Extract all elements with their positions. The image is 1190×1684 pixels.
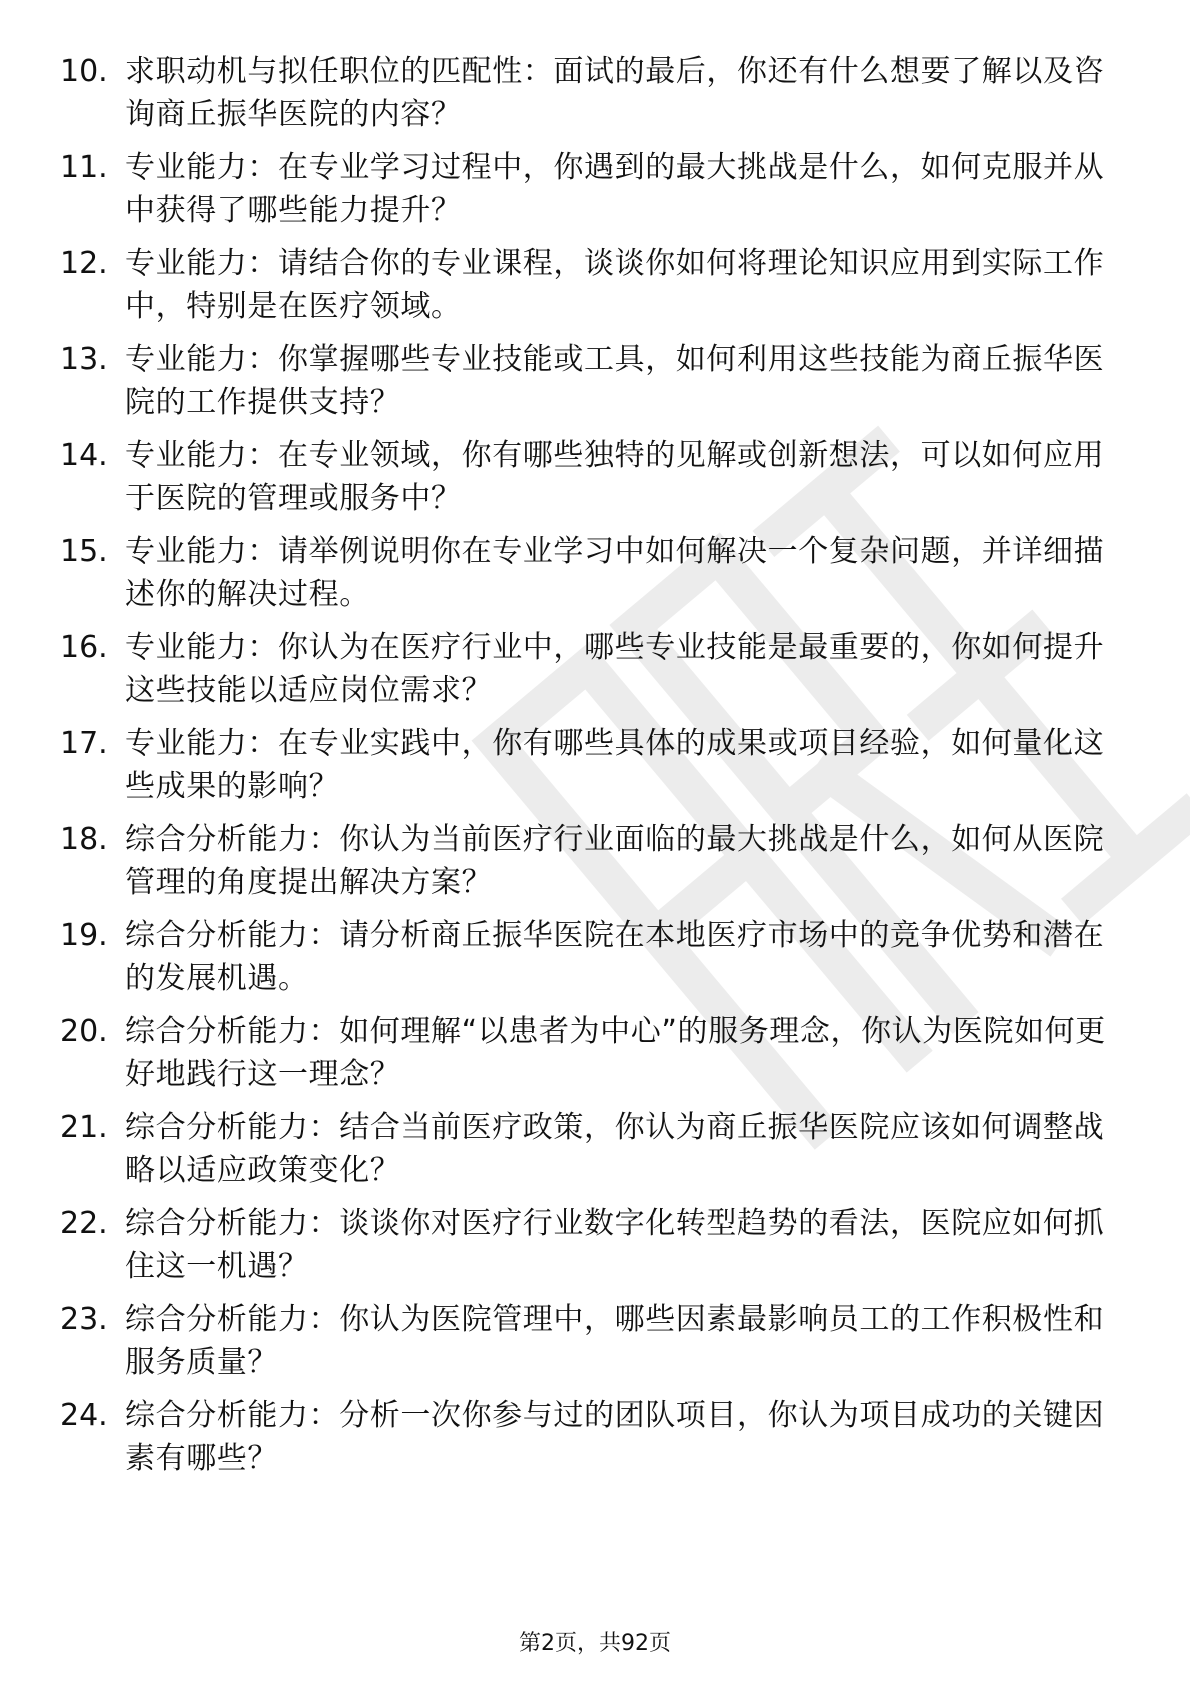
question-text: 综合分析能力：如何理解“以患者为中心”的服务理念，你认为医院如何更好地践行这一理念？ [125, 1014, 1106, 1092]
question-text: 综合分析能力：你认为当前医疗行业面临的最大挑战是什么，如何从医院管理的角度提出解决方案？ [125, 822, 1105, 900]
question-number: 15. [60, 534, 108, 569]
list-item [0, 434, 1190, 524]
list-item [0, 1394, 1190, 1484]
list-item [0, 242, 1190, 332]
question-text: 专业能力：请举例说明你在专业学习中如何解决一个复杂问题，并详细描述你的解决过程。 [125, 534, 1105, 612]
question-text: 综合分析能力：谈谈你对医疗行业数字化转型趋势的看法，医院应如何抓住这一机遇？ [125, 1206, 1105, 1284]
question-text: 综合分析能力：请分析商丘振华医院在本地医疗市场中的竞争优势和潜在的发展机遇。 [125, 918, 1105, 996]
question-number: 19. [60, 918, 108, 953]
question-text: 综合分析能力：你认为医院管理中，哪些因素最影响员工的工作积极性和服务质量？ [125, 1302, 1105, 1380]
list-item [0, 1298, 1190, 1388]
question-text: 求职动机与拟任职位的匹配性：面试的最后，你还有什么想要了解以及咨询商丘振华医院的内容？ [125, 54, 1105, 132]
question-number: 14. [60, 438, 108, 473]
question-text: 专业能力：在专业实践中，你有哪些具体的成果或项目经验，如何量化这些成果的影响？ [125, 726, 1105, 804]
question-number: 18. [60, 822, 108, 857]
list-item [0, 914, 1190, 1004]
question-text: 专业能力：你认为在医疗行业中，哪些专业技能是最重要的，你如何提升这些技能以适应岗位需求？ [125, 630, 1105, 708]
list-item [0, 1010, 1190, 1100]
list-item [0, 722, 1190, 812]
question-number: 23. [60, 1302, 108, 1337]
list-item [0, 146, 1190, 236]
list-item [0, 1202, 1190, 1292]
question-number: 11. [60, 150, 108, 185]
question-number: 17. [60, 726, 108, 761]
question-text: 专业能力：请结合你的专业课程，谈谈你如何将理论知识应用到实际工作中，特别是在医疗领域。 [125, 246, 1105, 324]
question-text: 综合分析能力：结合当前医疗政策，你认为商丘振华医院应该如何调整战略以适应政策变化？ [125, 1110, 1105, 1188]
question-text: 专业能力：你掌握哪些专业技能或工具，如何利用这些技能为商丘振华医院的工作提供支持？ [125, 342, 1105, 420]
list-item [0, 338, 1190, 428]
list-item [0, 50, 1190, 140]
list-item [0, 530, 1190, 620]
question-number: 13. [60, 342, 108, 377]
page-footer: 第2页，共92页 [519, 1631, 671, 1656]
list-item [0, 626, 1190, 716]
question-number: 22. [60, 1206, 108, 1241]
question-text: 综合分析能力：分析一次你参与过的团队项目，你认为项目成功的关键因素有哪些？ [125, 1398, 1105, 1476]
question-number: 21. [60, 1110, 108, 1145]
question-number: 12. [60, 246, 108, 281]
question-text: 专业能力：在专业领域，你有哪些独特的见解或创新想法，可以如何应用于医院的管理或服务中？ [125, 438, 1105, 516]
list-item [0, 818, 1190, 908]
question-number: 20. [60, 1014, 108, 1049]
list-item [0, 1106, 1190, 1196]
question-number: 24. [60, 1398, 108, 1433]
question-text: 专业能力：在专业学习过程中，你遇到的最大挑战是什么，如何克服并从中获得了哪些能力提升？ [125, 150, 1105, 228]
question-number: 10. [60, 54, 108, 89]
question-number: 16. [60, 630, 108, 665]
